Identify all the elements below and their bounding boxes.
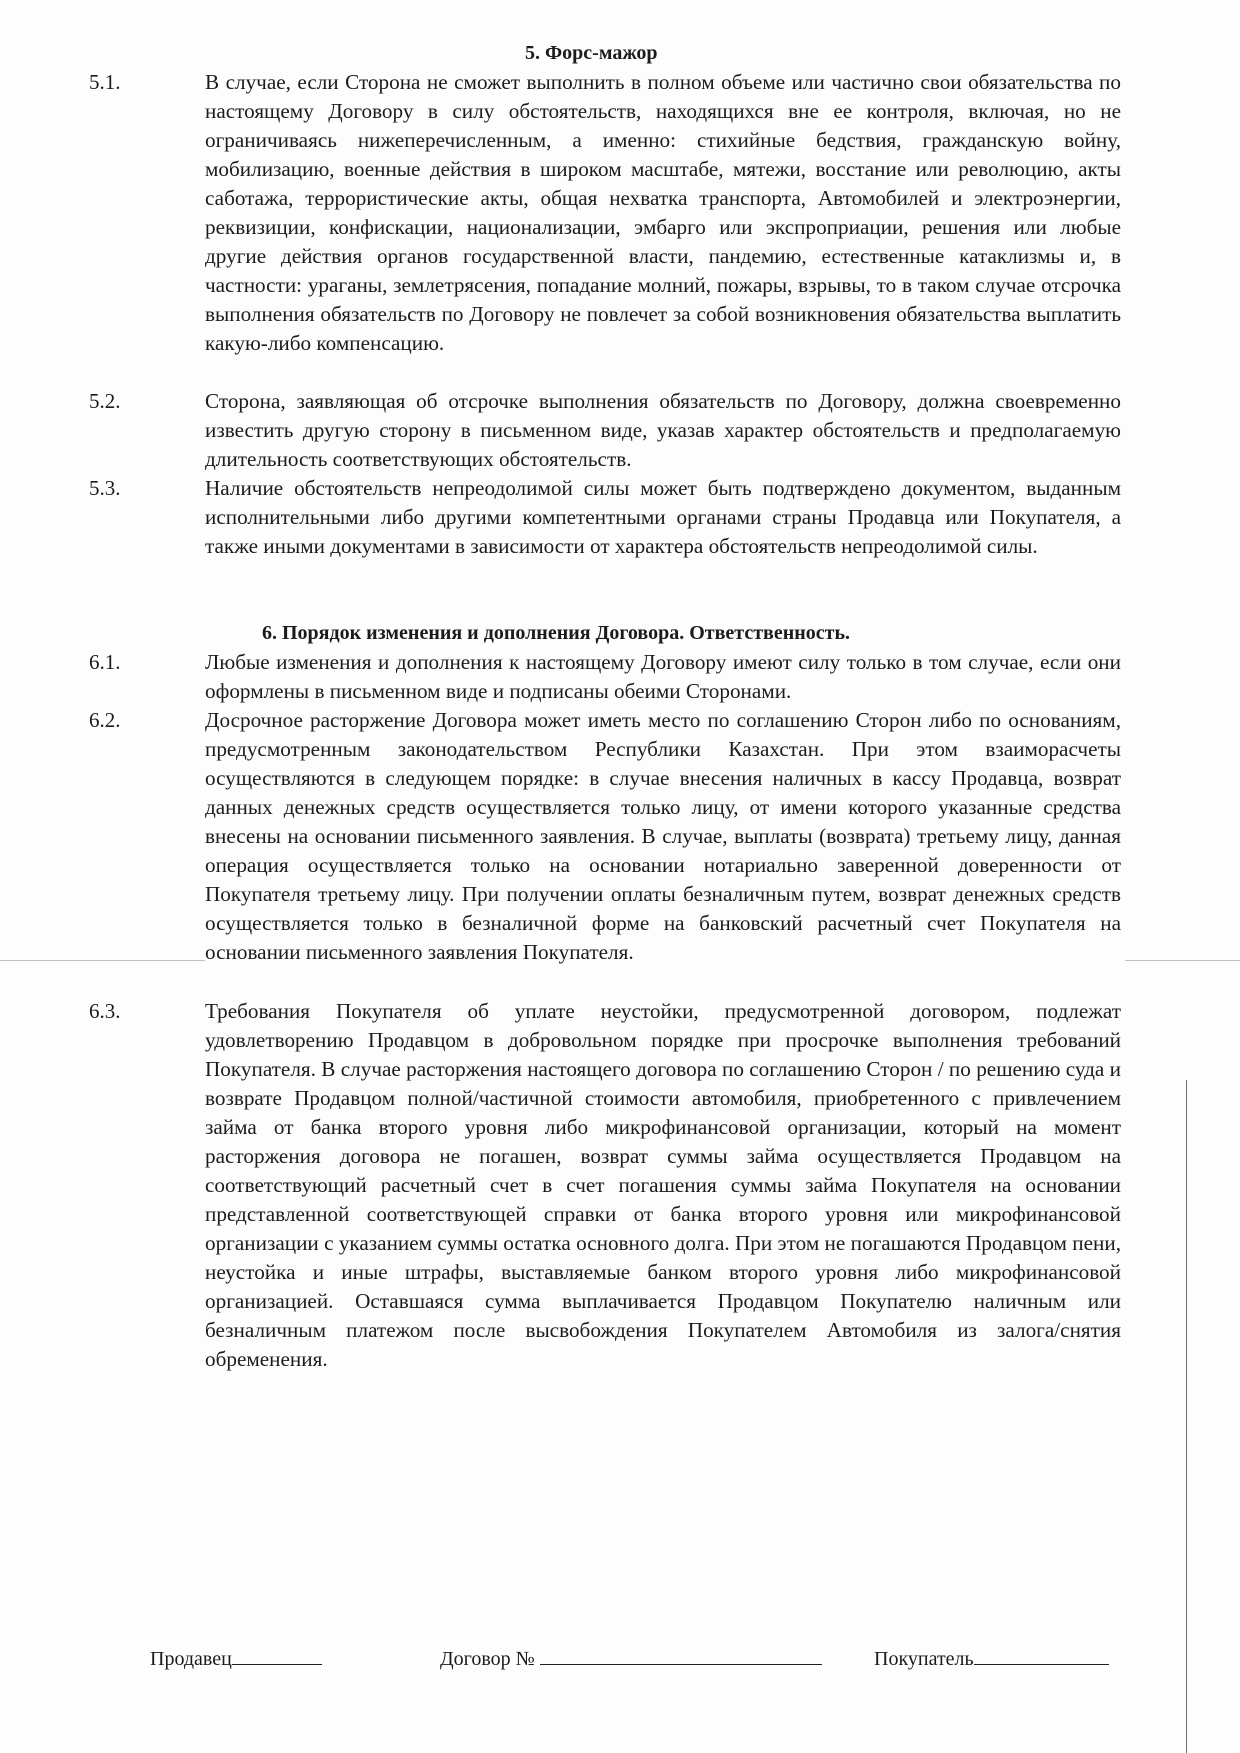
signature-footer xyxy=(0,1644,1240,1678)
scan-artifact-line xyxy=(1125,960,1240,961)
contract-number-blank[interactable] xyxy=(540,1644,822,1665)
seller-signature-blank[interactable] xyxy=(232,1644,322,1665)
clause-number: 5.2. xyxy=(89,389,121,413)
contract-number-label: Договор № xyxy=(440,1648,535,1670)
clause-number: 6.1. xyxy=(89,650,121,674)
section-heading-force-majeure: 5. Форс-мажор xyxy=(525,42,658,64)
buyer-signature xyxy=(874,1644,1109,1671)
clause-number: 5.1. xyxy=(89,70,121,94)
clause-text: Любые изменения и дополнения к настоящему Договору имеют силу только в том случае, если они оформлены в письменном виде и подписаны обеими Сторонами. xyxy=(205,650,1121,703)
seller-signature xyxy=(150,1644,322,1671)
clause-number: 6.3. xyxy=(89,999,121,1023)
clause-text: В случае, если Сторона не сможет выполнить в полном объеме или частично свои обязательства по настоящему Договору в силу обстоятельств, находящихся вне ее контроля, включая, но не ограничиваясь нижеперечисленным, а именно: стихийные бедствия, гражданскую войну, мобилизацию, военные действия в широком масштабе, мятежи, восстание или революцию, акты саботажа, террористические акты, общая нехватка транспорта, Автомобилей и электроэнергии, реквизиции, конфискации, национализации, эмбарго или экспроприации, решения или любые другие действия органов государственной власти, пандемию, естественные катаклизмы и, в частности: ураганы, землетрясения, попадание молний, пожары, взрывы, то в таком случае отсрочка выполнения обязательств по Договору не повлечет за собой возникновения обязательства выплатить какую-либо компенсацию. xyxy=(205,70,1121,355)
clause-text: Досрочное расторжение Договора может иметь место по соглашению Сторон либо по основаниям, предусмотренным законодательством Республики Казахстан. При этом взаиморасчеты осуществляются в следующем порядке: в случае внесения наличных в кассу Продавца, возврат данных денежных средств осуществляется только лицу, от имени которого указанные средства внесены на основании письменного заявления. В случае, выплаты (возврата) третьему лицу, данная операция осуществляется только на основании нотариально заверенной доверенности от Покупателя третьему лицу. При получении оплаты безналичным путем, возврат денежных средств осуществляется только в безналичной форме на банковский расчетный счет Покупателя на основании письменного заявления Покупателя. xyxy=(205,708,1121,964)
contract-number xyxy=(440,1644,822,1671)
clause-number: 5.3. xyxy=(89,476,121,500)
scan-artifact-line xyxy=(0,960,205,961)
section-heading-amendments: 6. Порядок изменения и дополнения Договора. Ответственность. xyxy=(262,622,851,644)
buyer-label: Покупатель xyxy=(874,1648,974,1670)
clause-text: Сторона, заявляющая об отсрочке выполнения обязательств по Договору, должна своевременно известить другую сторону в письменном виде, указав характер обстоятельств и предполагаемую длительность соответствующих обстоятельств. xyxy=(205,389,1121,471)
clause-text: Наличие обстоятельств непреодолимой силы может быть подтверждено документом, выданным исполнительными либо другими компетентными органами страны Продавца или Покупателя, а также иными документами в зависимости от характера обстоятельств непреодолимой силы. xyxy=(205,476,1121,558)
buyer-signature-blank[interactable] xyxy=(974,1644,1109,1665)
clause-number: 6.2. xyxy=(89,708,121,732)
seller-label: Продавец xyxy=(150,1648,232,1670)
clause-text: Требования Покупателя об уплате неустойки, предусмотренной договором, подлежат удовлетворению Продавцом в добровольном порядке при просрочке выполнения требований Покупателя. В случае расторжения настоящего договора по соглашению Сторон / по решению суда и возврате Продавцом полной/частичной стоимости автомобиля, приобретенного с привлечением займа от банка второго уровня либо микрофинансовой организации, который на момент расторжения договора не погашен, возврат суммы займа осуществляется Продавцом на соответствующий расчетный счет в счет погашения суммы займа Покупателя на основании представленной соответствующей справки от банка второго уровня или микрофинансовой организации с указанием суммы остатка основного долга. При этом не погашаются Продавцом пени, неустойка и иные штрафы, выставляемые банком второго уровня либо микрофинансовой организацией. Оставшаяся сумма выплачивается Продавцом Покупателю наличным или безналичным платежом после высвобождения Покупателем Автомобиля из залога/снятия обременения. xyxy=(205,999,1121,1371)
